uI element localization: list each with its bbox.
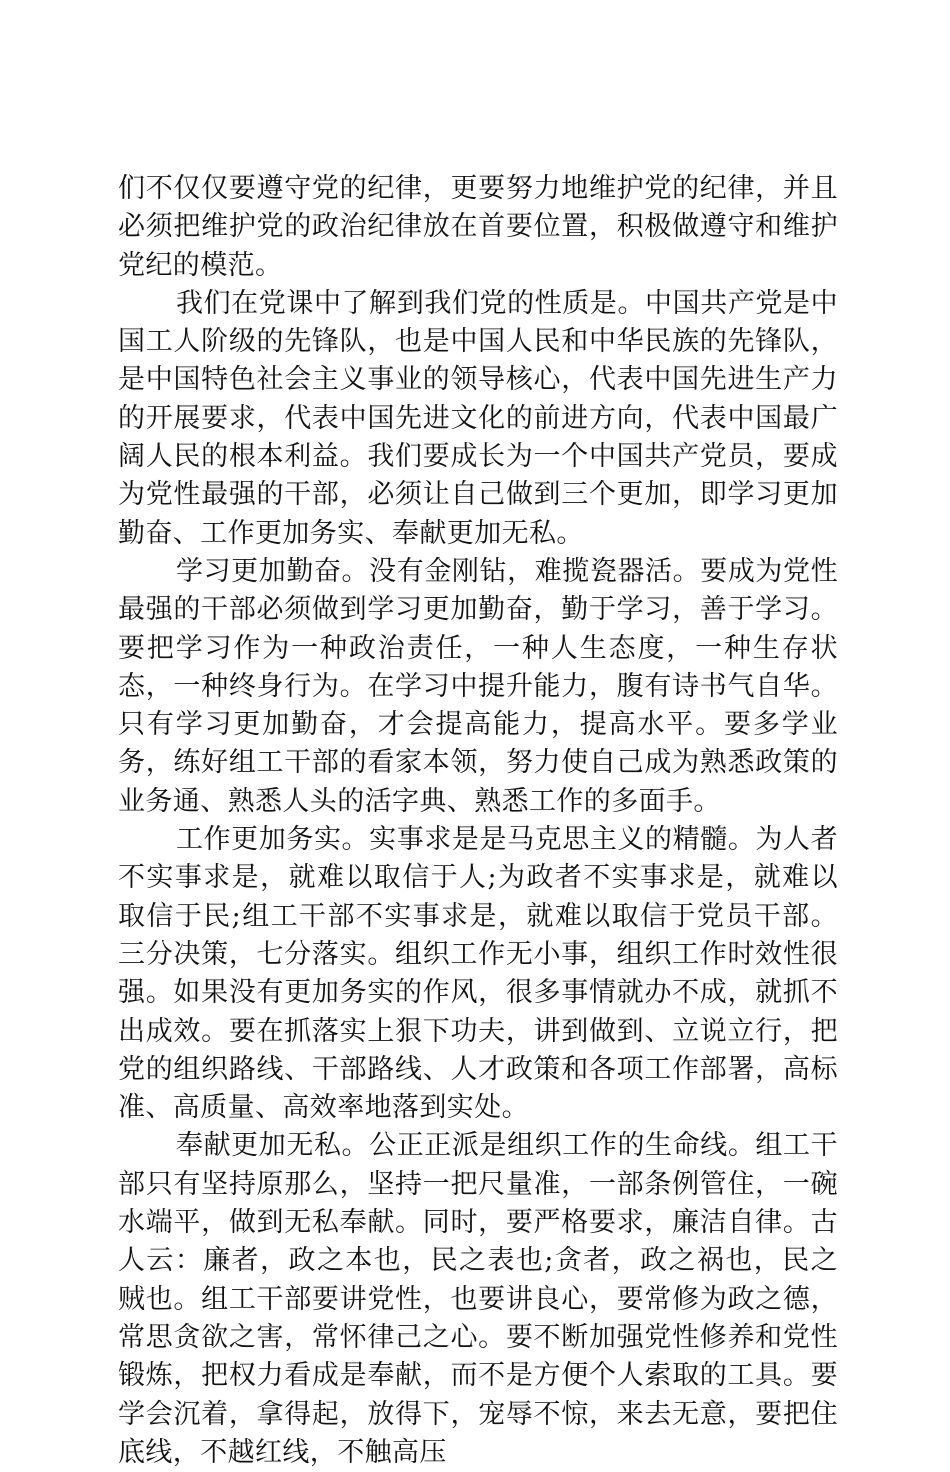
paragraph-selfless-dedication: 奉献更加无私。公正正派是组织工作的生命线。组工干部只有坚持原那么，坚持一把尺量准，一部条例管住，一碗水端平，做到无私奉献。同时，要严格要求，廉洁自律。古人云：廉者，政之本也，民之表也;贪者，政之祸也，民之贼也。组工干部要讲党性，也要讲良心，要常修为政之德，常思贪欲之害，常怀律己之心。要不断加强党性修养和党性锻炼，把权力看成是奉献，而不是方便个人索取的工具。要学会沉着，拿得起，放得下，宠辱不惊，来去无意，要把住底线，不越红线，不触高压 bbox=[118, 1130, 838, 1468]
paragraph-work-pragmatism: 工作更加务实。实事求是是马克思主义的精髓。为人者不实事求是，就难以取信于人;为政者不实事求是，就难以取信于民;组工干部不实事求是，就难以取信于党员干部。三分决策，七分落实。组织工作无小事，组织工作时效性很强。如果没有更加务实的作风，很多事情就办不成，就抓不出成效。要在抓落实上狠下功夫，讲到做到、立说立行，把党的组织路线、干部路线、人才政策和各项工作部署，高标准、高质量、高效率地落到实处。 bbox=[118, 824, 838, 1124]
paragraph-party-nature: 我们在党课中了解到我们党的性质是。中国共产党是中国工人阶级的先锋队，也是中国人民和中华民族的先锋队，是中国特色社会主义事业的领导核心，代表中国先进生产力的开展要求，代表中国先进文化的前进方向，代表中国最广阔人民的根本利益。我们要成长为一个中国共产党员，要成为党性最强的干部，必须让自己做到三个更加，即学习更加勤奋、工作更加务实、奉献更加无私。 bbox=[118, 287, 838, 549]
paragraph-continuation: 们不仅仅要遵守党的纪律，更要努力地维护党的纪律，并且必须把维护党的政治纪律放在首要位置，积极做遵守和维护党纪的模范。 bbox=[118, 173, 838, 281]
document-body bbox=[118, 170, 838, 1472]
paragraph-study-diligence: 学习更加勤奋。没有金刚钻，难揽瓷器活。要成为党性最强的干部必须做到学习更加勤奋，勤于学习，善于学习。要把学习作为一种政治责任，一种人生态度，一种生存状态，一种终身行为。在学习中提升能力，腹有诗书气自华。只有学习更加勤奋，才会提高能力，提高水平。要多学业务，练好组工干部的看家本领，努力使自己成为熟悉政策的业务通、熟悉人头的活字典、熟悉工作的多面手。 bbox=[118, 555, 838, 817]
